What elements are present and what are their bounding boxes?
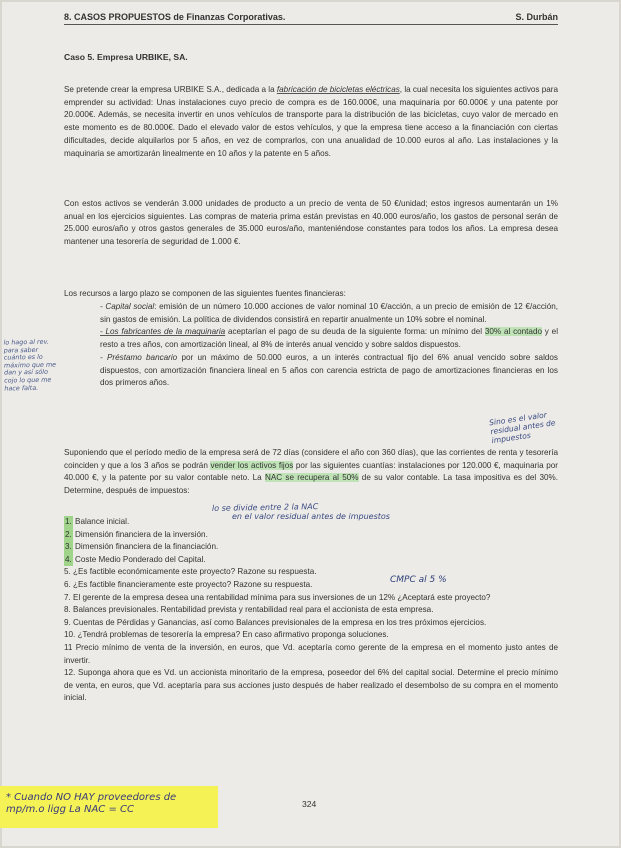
question-item bbox=[64, 566, 558, 579]
question-text: ¿Es factible financieramente este proyecto? Razone su respuesta. bbox=[73, 579, 313, 589]
assumptions-paragraph: Suponiendo que el período medio de la empresa será de 72 días (considere el año con 360 días), que las corrientes de renta y tesorería coinciden y que a los 3 años se podrán vender los activos fijos por las siguientes cuantías: instalaciones por 120.000 €, maquinaria por 40.000 €, y la patente por su valor contable neto. La NAC se recupera al 50% de su valor contable. La tasa impositiva es del 30%. Determine, después de impuestos: bbox=[64, 448, 558, 496]
highlight-30-contado: 30% al contado bbox=[484, 327, 542, 337]
handwritten-note-residual: en el valor residual antes de impuestos bbox=[232, 512, 390, 521]
page-number: 324 bbox=[302, 799, 317, 809]
questions-list bbox=[64, 516, 558, 705]
text-span: , la cual necesita los siguientes activos para emprender su actividad: Unas instalaciones cuyo precio de compra es de 160.000€, una maquinaria por 60.000€ y una patente por 20.000€. Además, se necesita invertir en unos vehículos de transporte para la distribución de las bicicletas, cuyo valor de mercado en este momento es de 80.000€. Dado el elevado valor de estos vehículos, y que la empresa tiene acceso a la financiación con ciertas dificultades, decide alquilarlos por 5 años, en vez de comprarlos, con una anualidad de 10.000 euros al año. Las instalaciones y la maquinaria se amortizarán linealmente en 10 años y la patente en 5 años. bbox=[64, 85, 558, 158]
question-item bbox=[64, 617, 558, 630]
funding-sources-list bbox=[100, 301, 558, 390]
question-text: Dimensión financiera de la financiación. bbox=[75, 542, 219, 552]
question-item bbox=[64, 642, 558, 667]
question-text: Balance inicial. bbox=[75, 517, 130, 526]
question-number: 9. bbox=[64, 617, 71, 627]
question-number: 12. bbox=[64, 668, 76, 678]
emphasis-text: fabricación de bicicletas eléctricas bbox=[276, 85, 400, 94]
header-author: S. Durbán bbox=[515, 12, 558, 22]
sticky-note-text: * Cuando NO HAY proveedores de mp/m.o ligg La NAC = CC bbox=[6, 792, 177, 815]
highlight-vender-activos: vender los activos fijos bbox=[210, 460, 294, 470]
question-number: 11 bbox=[64, 642, 73, 652]
question-number: 8. bbox=[64, 605, 71, 615]
handwritten-note-nac: lo se divide entre 2 la NAC bbox=[211, 502, 319, 513]
question-text: Coste Medio Ponderado del Capital. bbox=[75, 554, 206, 564]
question-text: Suponga ahora que es Vd. un accionista minoritario de la empresa, poseedor del 6% del capital social. Determine el precio mínimo de venta, en euros, que Vd. aceptaría para sus acciones justo después de haber realizado el desembolso de su compra en el momento inicial. bbox=[64, 668, 558, 703]
question-number: 5. bbox=[64, 567, 71, 577]
question-item bbox=[64, 554, 558, 567]
handwritten-note-right: Sino es el valor residual antes de impuestos bbox=[488, 410, 557, 446]
question-item bbox=[64, 579, 558, 592]
question-text: ¿Es factible económicamente este proyecto? Razone su respuesta. bbox=[73, 567, 317, 577]
sales-paragraph: Con estos activos se venderán 3.000 unidades de producto a un precio de venta de 50 €/unidad; estos ingresos aumentarán un 1% anual en los ejercicios siguientes. Las compras de materia prima están previstas en 40.000 euros/año, los gastos de personal serán de 25.000 euros/año y otros gastos generales de 35.000 euros/año, manteniéndose constantes para todos los años. La empresa desea mantener una tesorería de seguridad de 1.000 €. bbox=[64, 199, 558, 247]
header-title: 8. CASOS PROPUESTOS de Finanzas Corporativas. bbox=[64, 12, 286, 22]
source-supplier: - Los fabricantes de la maquinaria aceptarían el pago de su deuda de la siguiente forma: un mínimo del 30% al contado y el resto a tres años, con amortización lineal, al 8% de interés anual vencido y sobre saldos dispuestos. bbox=[100, 327, 558, 350]
source-capital: - Capital social: emisión de un número 10.000 acciones de valor nominal 10 €/acción, a un precio de emisión de 12 €/acción, sin gastos de emisión. La política de dividendos consistirá en repartir anualmente un 10% sobre el nominal. bbox=[100, 302, 558, 324]
question-item bbox=[64, 629, 558, 642]
question-number: 7. bbox=[64, 592, 71, 602]
question-text: Cuentas de Pérdidas y Ganancias, así como Balances previsionales de la empresa en los tres próximos ejercicios. bbox=[73, 617, 487, 627]
question-item bbox=[64, 592, 558, 605]
question-item bbox=[64, 667, 558, 705]
question-text: El gerente de la empresa desea una rentabilidad mínima para sus inversiones de un 12% ¿Aceptará este proyecto? bbox=[73, 592, 491, 602]
handwritten-note-left: lo hago al rev. para saber cuánto es lo máximo que me dan y así sólo cojo lo que me hace falta. bbox=[3, 337, 57, 393]
question-text: Dimensión financiera de la inversión. bbox=[75, 529, 208, 539]
document-page bbox=[2, 2, 619, 846]
intro-paragraph bbox=[64, 84, 558, 160]
question-number: 10. bbox=[64, 630, 76, 640]
highlight-nac: NAC se recupera al 50% bbox=[264, 473, 359, 483]
case-title: Caso 5. Empresa URBIKE, SA. bbox=[64, 52, 188, 62]
question-item bbox=[64, 529, 558, 542]
question-number: 6. bbox=[64, 579, 71, 589]
question-item bbox=[64, 604, 558, 617]
question-number: 3. bbox=[64, 541, 73, 554]
question-number: 2. bbox=[64, 529, 73, 542]
handwritten-note-q5: CMPC al 5 % bbox=[390, 575, 447, 585]
question-item bbox=[64, 541, 558, 554]
sources-intro: Los recursos a largo plazo se componen de las siguientes fuentes financieras: bbox=[64, 289, 346, 298]
page-header bbox=[64, 12, 558, 25]
question-text: ¿Tendrá problemas de tesorería la empresa? En caso afirmativo proponga soluciones. bbox=[77, 630, 389, 640]
question-number: 1. bbox=[64, 516, 73, 529]
question-text: Balances previsionales. Rentabilidad prevista y rentabilidad real para el accionista de esta empresa. bbox=[73, 605, 434, 615]
question-text: Precio mínimo de venta de la inversión, en euros, que Vd. aceptaría como gerente de la empresa en el momento justo antes de invertir. bbox=[64, 642, 558, 665]
source-bank-loan: - Préstamo bancario por un máximo de 50.000 euros, a un interés contractual fijo del 6% anual vencido sobre saldos dispuestos, con amortización financiera lineal en 5 años con carencia estricta de pago de amortizaciones financieras en los dos primeros años. bbox=[100, 352, 558, 388]
question-number: 4. bbox=[64, 554, 73, 567]
text-span: Se pretende crear la empresa URBIKE S.A., dedicada a la bbox=[64, 85, 277, 94]
